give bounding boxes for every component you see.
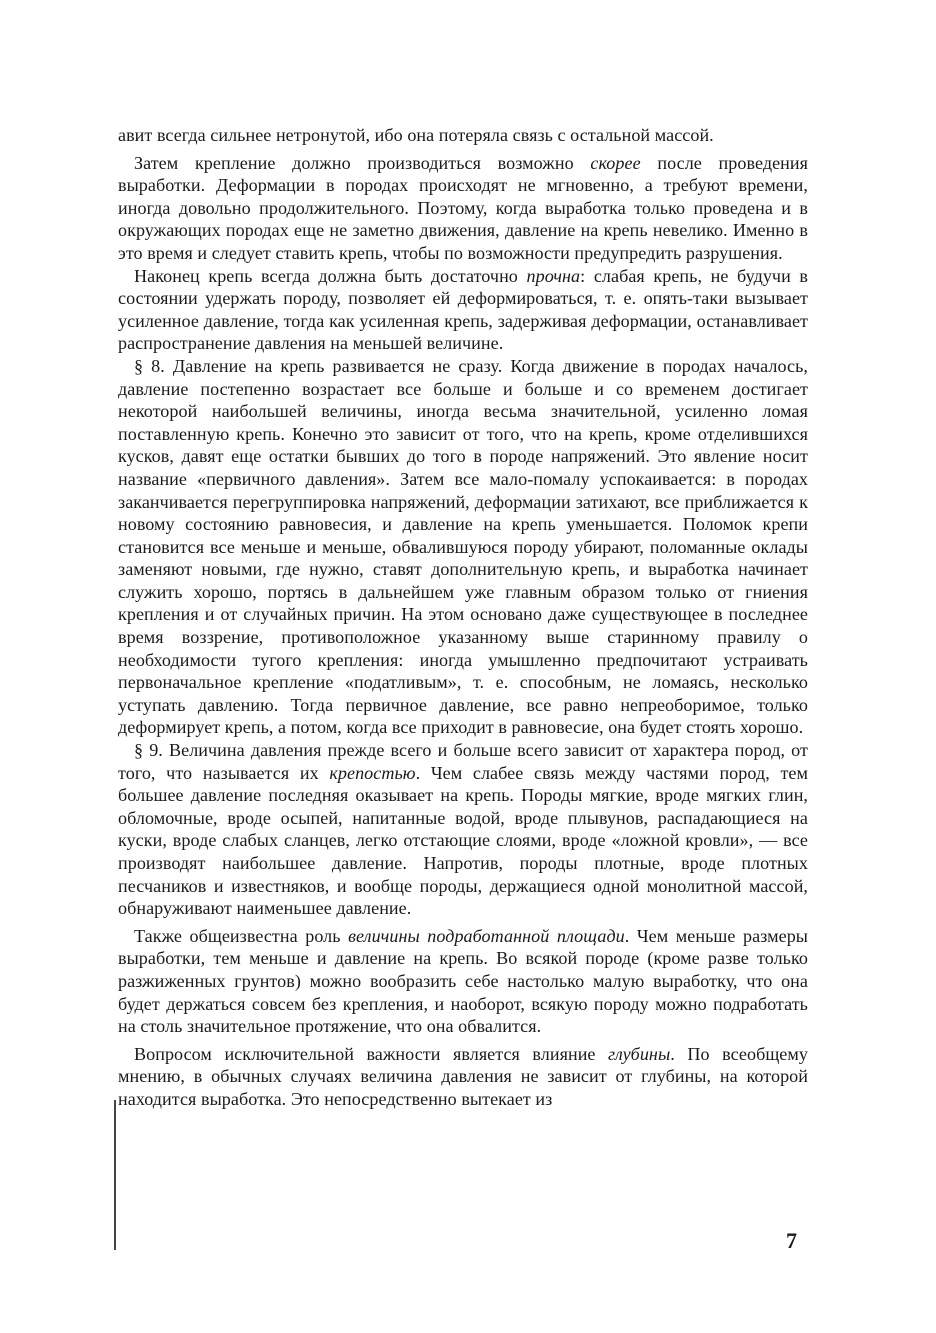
body-text bbox=[118, 124, 808, 1111]
text-run: : слабая крепь, не будучи в состоянии удержать породу, позволяет ей деформироваться, т. е. опять-таки вызывает усиленное давление, тогда как усиленная крепь, задерживая деформации, останавливает распространение давления на меньшей величине. bbox=[118, 265, 808, 354]
margin-rule bbox=[114, 1100, 116, 1250]
italic-term: прочна bbox=[526, 265, 581, 286]
paragraph-2 bbox=[118, 152, 808, 265]
paragraph-7 bbox=[118, 1043, 808, 1111]
text-run: Наконец крепь всегда должна быть достаточно bbox=[134, 265, 527, 286]
text-run: Затем крепление должно производиться возможно bbox=[134, 152, 591, 173]
text-run: . По всеобщему мнению, в обычных случаях величина давления не зависит от глубины, на которой находится выработка. Это непосредственно вытекает из bbox=[118, 1043, 808, 1109]
italic-term: скорее bbox=[590, 152, 641, 173]
text-run: § 9. Величина давления прежде всего и больше всего зависит от характера пород, от того, что называется их bbox=[118, 740, 808, 783]
text-run: . Чем слабее связь между частями пород, тем большее давление последняя оказывает на крепь. Породы мягкие, вроде мягких глин, обломочные, вроде осыпей, напитанные водой, вроде плывунов, распадающиеся на куски, вроде слабых сланцев, легко отстающие слоями, вроде «ложной кровли», — все производят наибольшее давление. Напротив, породы плотные, вроде плотных песчаников и известняков, и вообще породы, держащиеся одной монолитной массой, обнаруживают наименьшее давление. bbox=[118, 762, 808, 919]
italic-term: величины подработанной площади bbox=[348, 925, 625, 946]
paragraph-section-9 bbox=[118, 739, 808, 920]
text-run: Также общеизвестна роль bbox=[134, 925, 349, 946]
paragraph-3 bbox=[118, 265, 808, 355]
text-run: авит всегда сильнее нетронутой, ибо она потеряла связь с остальной массой. bbox=[118, 125, 714, 145]
paragraph-section-8 bbox=[118, 355, 808, 739]
text-run: Вопросом исключительной важности является влияние bbox=[134, 1043, 609, 1064]
paragraph-6 bbox=[118, 925, 808, 1038]
paragraph-1 bbox=[118, 124, 808, 147]
page-number: 7 bbox=[786, 1228, 797, 1253]
text-run: после проведения выработки. Деформации в породах происходят не мгновенно, а требуют времени, иногда довольно продолжительного. Поэтому, когда выработка только проведена и в окружающих породах еще не заметно движения, давление на крепь невелико. Именно в это время и следует ставить крепь, чтобы по возможности предупредить разрушения. bbox=[118, 152, 808, 263]
text-run: . Чем меньше размеры выработки, тем меньше и давление на крепь. Во всякой породе (кроме разве только разжиженных грунтов) можно вообразить себе настолько малую выработку, что она будет держаться совсем без крепления, и наоборот, всякую породу можно подработать на столь значительное протяжение, что она обвалится. bbox=[118, 925, 808, 1037]
text-run: § 8. Давление на крепь развивается не сразу. Когда движение в породах началось, давление постепенно возрастает все больше и больше и со временем достигает некоторой наибольшей величины, иногда весьма значительной, усиленно ломая поставленную крепь. Конечно это зависит от того, что на крепь, кроме отделившихся кусков, давят еще остатки бывших до того в породе напряжений. Это явление носит название «первичного давления». Затем все мало-помалу успокаивается: в породах заканчивается перегруппировка напряжений, деформации затихают, все приближается к новому состоянию равновесия, и давление на крепь уменьшается. Поломок крепи становится все меньше и меньше, обвалившуюся породу убирают, поломанные оклады заменяют новыми, где нужно, ставят дополнительную крепь, и выработка начинает служить хорошо, портясь в дальнейшем уже главным образом только от гниения крепления и от случайных причин. На этом основано даже существующее в последнее время воззрение, противоположное указанному выше старинному правилу о необходимости тугого крепления: иногда умышленно предпочитают устраивать первоначальное крепление «податливым», т. е. способным, не ломаясь, несколько уступать давлению. Тогда первичное давление, все равно непреоборимое, только деформирует крепь, а потом, когда все приходит в равновесие, она будет стоять хорошо. bbox=[118, 355, 808, 738]
italic-term: глубины bbox=[608, 1043, 671, 1064]
italic-term: крепостью bbox=[329, 762, 416, 783]
